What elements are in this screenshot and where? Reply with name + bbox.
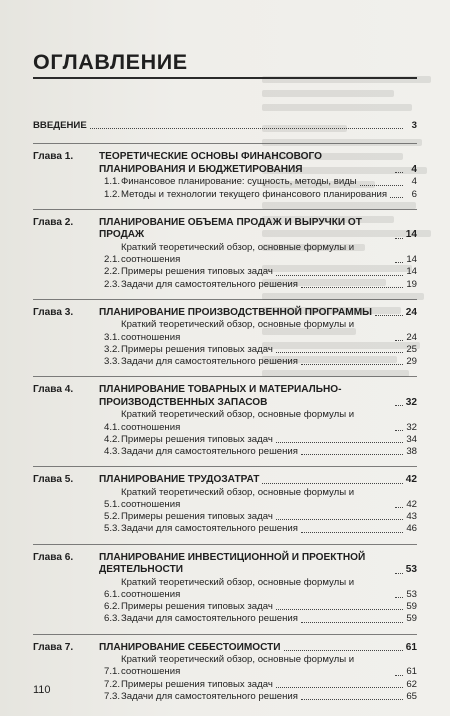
leader-dots xyxy=(276,519,403,520)
section-title-row xyxy=(121,487,417,511)
toc-section-entry[interactable] xyxy=(33,601,417,613)
toc-section-entry[interactable] xyxy=(33,446,417,458)
section-title: Примеры решения типовых задач xyxy=(121,343,273,355)
section-title: Задачи для самостоятельного решения xyxy=(121,446,298,457)
toc-chapter-heading[interactable] xyxy=(33,217,417,242)
chapter-label: Глава 6. xyxy=(33,551,74,563)
separator-line xyxy=(33,376,417,377)
toc-intro-label: ВВЕДЕНИЕ xyxy=(33,120,87,131)
section-title: Краткий теоретический обзор, основные формулы и соотношения xyxy=(121,654,355,678)
section-title-row xyxy=(121,189,417,201)
section-title-row xyxy=(121,242,417,266)
section-title-row xyxy=(121,319,417,343)
chapter-label: Глава 4. xyxy=(33,384,74,396)
toc-chapter xyxy=(33,217,417,291)
section-title-row xyxy=(121,654,417,678)
chapter-label: Глава 1. xyxy=(33,151,74,163)
section-number: 7.2. xyxy=(104,678,121,690)
toc-section-entry[interactable] xyxy=(33,613,417,625)
leader-dots xyxy=(395,675,403,676)
separator-line xyxy=(33,209,417,210)
chapter-title: ПЛАНИРОВАНИЕ ОБЪЕМА ПРОДАЖ И ВЫРУЧКИ ОТ ПРОДАЖ xyxy=(99,216,362,241)
section-title: Задачи для самостоятельного решения xyxy=(121,613,298,625)
leader-dots xyxy=(301,287,403,288)
leader-dots xyxy=(395,573,403,574)
section-page: 61 xyxy=(406,666,417,678)
toc-section-entry[interactable] xyxy=(33,511,417,523)
chapter-page: 14 xyxy=(405,229,417,241)
leader-dots xyxy=(395,172,403,173)
section-number: 4.1. xyxy=(104,421,121,433)
leader-dots xyxy=(395,340,403,341)
section-page: 59 xyxy=(406,601,417,613)
chapter-title: ПЛАНИРОВАНИЕ ТРУДОЗАТРАТ xyxy=(99,474,260,486)
leader-dots xyxy=(276,275,403,276)
section-title: Задачи для самостоятельного решения xyxy=(121,690,298,702)
chapter-label: Глава 5. xyxy=(33,474,74,486)
toc-section-entry[interactable] xyxy=(33,654,417,678)
toc-section-entry[interactable] xyxy=(33,356,417,368)
chapter-title: ПЛАНИРОВАНИЕ СЕБЕСТОИМОСТИ xyxy=(99,641,281,653)
section-number: 6.1. xyxy=(104,589,121,600)
section-title-row xyxy=(121,679,417,691)
leader-dots xyxy=(301,364,403,365)
section-title-row xyxy=(121,176,417,188)
toc-section-entry[interactable] xyxy=(33,176,417,188)
section-title: Краткий теоретический обзор, основные формулы и соотношения xyxy=(121,319,355,343)
chapter-page: 24 xyxy=(405,306,417,318)
toc-chapter-heading[interactable] xyxy=(33,642,417,655)
section-title: Задачи для самостоятельного решения xyxy=(121,278,298,290)
toc-chapter-heading[interactable] xyxy=(33,384,417,409)
section-title-row xyxy=(121,577,417,601)
section-title: Примеры решения типовых задач xyxy=(121,266,273,278)
chapter-label: Глава 3. xyxy=(33,306,74,318)
leader-dots xyxy=(395,238,403,239)
section-title: Задачи для самостоятельного решения xyxy=(121,523,298,535)
toc-intro-page: 3 xyxy=(411,120,417,131)
section-title-row xyxy=(121,266,417,278)
toc-section-entry[interactable] xyxy=(33,319,417,343)
separator-line xyxy=(33,143,417,144)
section-title: Примеры решения типовых задач xyxy=(121,511,273,523)
toc-section-entry[interactable] xyxy=(33,242,417,266)
section-page: 46 xyxy=(406,523,417,535)
section-title: Краткий теоретический обзор, основные формулы и соотношения xyxy=(121,486,355,510)
section-number: 6.2. xyxy=(104,601,121,613)
leader-dots xyxy=(301,699,403,700)
toc-chapter-heading[interactable] xyxy=(33,552,417,577)
toc-chapter-heading[interactable] xyxy=(33,151,417,176)
section-number: 3.2. xyxy=(104,343,121,355)
section-number: 1.2. xyxy=(104,188,121,200)
section-title-row xyxy=(121,446,417,458)
section-number: 5.1. xyxy=(104,499,121,510)
section-page: 19 xyxy=(406,278,417,290)
separator-line xyxy=(33,634,417,635)
section-number: 6.3. xyxy=(104,613,121,625)
section-title-row xyxy=(121,691,417,703)
chapter-title: ТЕОРЕТИЧЕСКИЕ ОСНОВЫ ФИНАНСОВОГО ПЛАНИРОВАНИЯ И БЮДЖЕТИРОВАНИЯ xyxy=(99,151,322,175)
section-title: Краткий теоретический обзор, основные формулы и соотношения xyxy=(121,241,355,266)
section-page: 38 xyxy=(406,446,417,457)
leader-dots xyxy=(90,128,403,129)
section-number: 7.1. xyxy=(104,666,121,678)
chapter-page: 32 xyxy=(405,396,417,408)
toc-section-entry[interactable] xyxy=(33,523,417,535)
section-number: 3.1. xyxy=(104,331,121,343)
toc-section-entry[interactable] xyxy=(33,279,417,291)
section-page: 59 xyxy=(406,613,417,625)
section-number: 3.3. xyxy=(104,356,121,367)
leader-dots xyxy=(301,622,403,623)
section-title-row xyxy=(121,434,417,446)
toc-chapter xyxy=(33,151,417,201)
toc-section-entry[interactable] xyxy=(33,434,417,446)
leader-dots xyxy=(276,442,403,443)
leader-dots xyxy=(276,609,403,610)
page-number: 110 xyxy=(33,684,51,696)
section-number: 4.3. xyxy=(104,446,121,457)
chapter-list xyxy=(33,151,417,703)
section-number: 5.2. xyxy=(104,511,121,523)
toc-section-entry[interactable] xyxy=(33,691,417,703)
section-title: Методы и технологии текущего финансового планирования xyxy=(121,188,388,200)
section-title: Примеры решения типовых задач xyxy=(121,433,273,445)
section-title: Краткий теоретический обзор, основные формулы и соотношения xyxy=(121,409,355,433)
leader-dots xyxy=(395,507,403,508)
section-number: 1.1. xyxy=(104,176,121,188)
section-number: 4.2. xyxy=(104,433,121,445)
section-page: 25 xyxy=(406,343,417,355)
chapter-title-row xyxy=(99,552,417,577)
chapter-page: 42 xyxy=(405,474,417,486)
leader-dots xyxy=(395,405,403,406)
leader-dots xyxy=(262,483,403,484)
section-number: 2.1. xyxy=(104,254,121,266)
section-title: Примеры решения типовых задач xyxy=(121,601,273,613)
chapter-title: ПЛАНИРОВАНИЕ ИНВЕСТИЦИОННОЙ И ПРОЕКТНОЙ ДЕЯТЕЛЬНОСТИ xyxy=(99,551,366,576)
section-title-row xyxy=(121,523,417,535)
section-title: Финансовое планирование: сущность, методы, виды xyxy=(121,176,357,188)
chapter-label: Глава 2. xyxy=(33,216,74,228)
chapter-title: ПЛАНИРОВАНИЕ ПРОИЗВОДСТВЕННОЙ ПРОГРАММЫ xyxy=(99,306,372,318)
section-page: 24 xyxy=(406,331,417,343)
leader-dots xyxy=(276,687,403,688)
toc-chapter xyxy=(33,307,417,368)
section-page: 62 xyxy=(406,678,417,690)
leader-dots xyxy=(395,430,403,431)
chapter-title-row xyxy=(99,307,417,320)
leader-dots xyxy=(301,454,403,455)
chapter-title-row xyxy=(99,217,417,242)
section-title-row xyxy=(121,409,417,433)
section-title: Примеры решения типовых задач xyxy=(121,678,273,690)
separator-line xyxy=(33,466,417,467)
section-title-row xyxy=(121,356,417,368)
section-page: 14 xyxy=(406,266,417,278)
section-page: 32 xyxy=(406,421,417,433)
toc-chapter xyxy=(33,384,417,458)
section-page: 14 xyxy=(406,254,417,266)
section-page: 43 xyxy=(406,511,417,523)
section-title-row xyxy=(121,279,417,291)
toc-section-entry[interactable] xyxy=(33,409,417,433)
section-page: 34 xyxy=(406,433,417,445)
section-page: 53 xyxy=(406,589,417,600)
section-number: 2.3. xyxy=(104,278,121,290)
section-number: 5.3. xyxy=(104,523,121,535)
toc-chapter-heading[interactable] xyxy=(33,474,417,487)
section-number: 7.3. xyxy=(104,690,121,702)
title-underline xyxy=(33,77,417,79)
section-number: 2.2. xyxy=(104,266,121,278)
table-of-contents xyxy=(33,120,417,711)
chapter-title-row xyxy=(99,151,417,176)
page-title: ОГЛАВЛЕНИЕ xyxy=(33,50,188,74)
leader-dots xyxy=(395,262,403,263)
leader-dots xyxy=(360,185,403,186)
toc-chapter xyxy=(33,642,417,703)
separator-line xyxy=(33,299,417,300)
section-title-row xyxy=(121,601,417,613)
leader-dots xyxy=(375,315,403,316)
chapter-title-row xyxy=(99,474,417,487)
section-title: Задачи для самостоятельного решения xyxy=(121,356,298,367)
toc-chapter xyxy=(33,474,417,535)
chapter-page: 4 xyxy=(411,163,417,175)
chapter-title-row xyxy=(99,384,417,409)
section-title-row xyxy=(121,613,417,625)
leader-dots xyxy=(301,532,403,533)
section-page: 6 xyxy=(411,188,417,200)
chapter-page: 61 xyxy=(405,641,417,653)
toc-section-entry[interactable] xyxy=(33,344,417,356)
section-page: 29 xyxy=(406,356,417,367)
section-page: 65 xyxy=(406,690,417,702)
toc-section-entry[interactable] xyxy=(33,577,417,601)
leader-dots xyxy=(390,197,403,198)
separator-line xyxy=(33,544,417,545)
leader-dots xyxy=(284,650,403,651)
toc-chapter xyxy=(33,552,417,626)
chapter-label: Глава 7. xyxy=(33,641,74,653)
toc-chapter-heading[interactable] xyxy=(33,307,417,320)
leader-dots xyxy=(395,597,403,598)
toc-intro-entry[interactable] xyxy=(33,120,417,132)
section-title-row xyxy=(121,344,417,356)
toc-section-entry[interactable] xyxy=(33,189,417,201)
chapter-title-row xyxy=(99,642,417,655)
toc-section-entry[interactable] xyxy=(33,266,417,278)
toc-section-entry[interactable] xyxy=(33,679,417,691)
toc-section-entry[interactable] xyxy=(33,487,417,511)
section-title: Краткий теоретический обзор, основные формулы и соотношения xyxy=(121,576,355,600)
chapter-page: 53 xyxy=(405,564,417,576)
leader-dots xyxy=(276,352,403,353)
section-title-row xyxy=(121,511,417,523)
chapter-title: ПЛАНИРОВАНИЕ ТОВАРНЫХ И МАТЕРИАЛЬНО-ПРОИЗВОДСТВЕННЫХ ЗАПАСОВ xyxy=(99,384,342,408)
section-page: 42 xyxy=(406,499,417,510)
section-page: 4 xyxy=(411,176,417,188)
